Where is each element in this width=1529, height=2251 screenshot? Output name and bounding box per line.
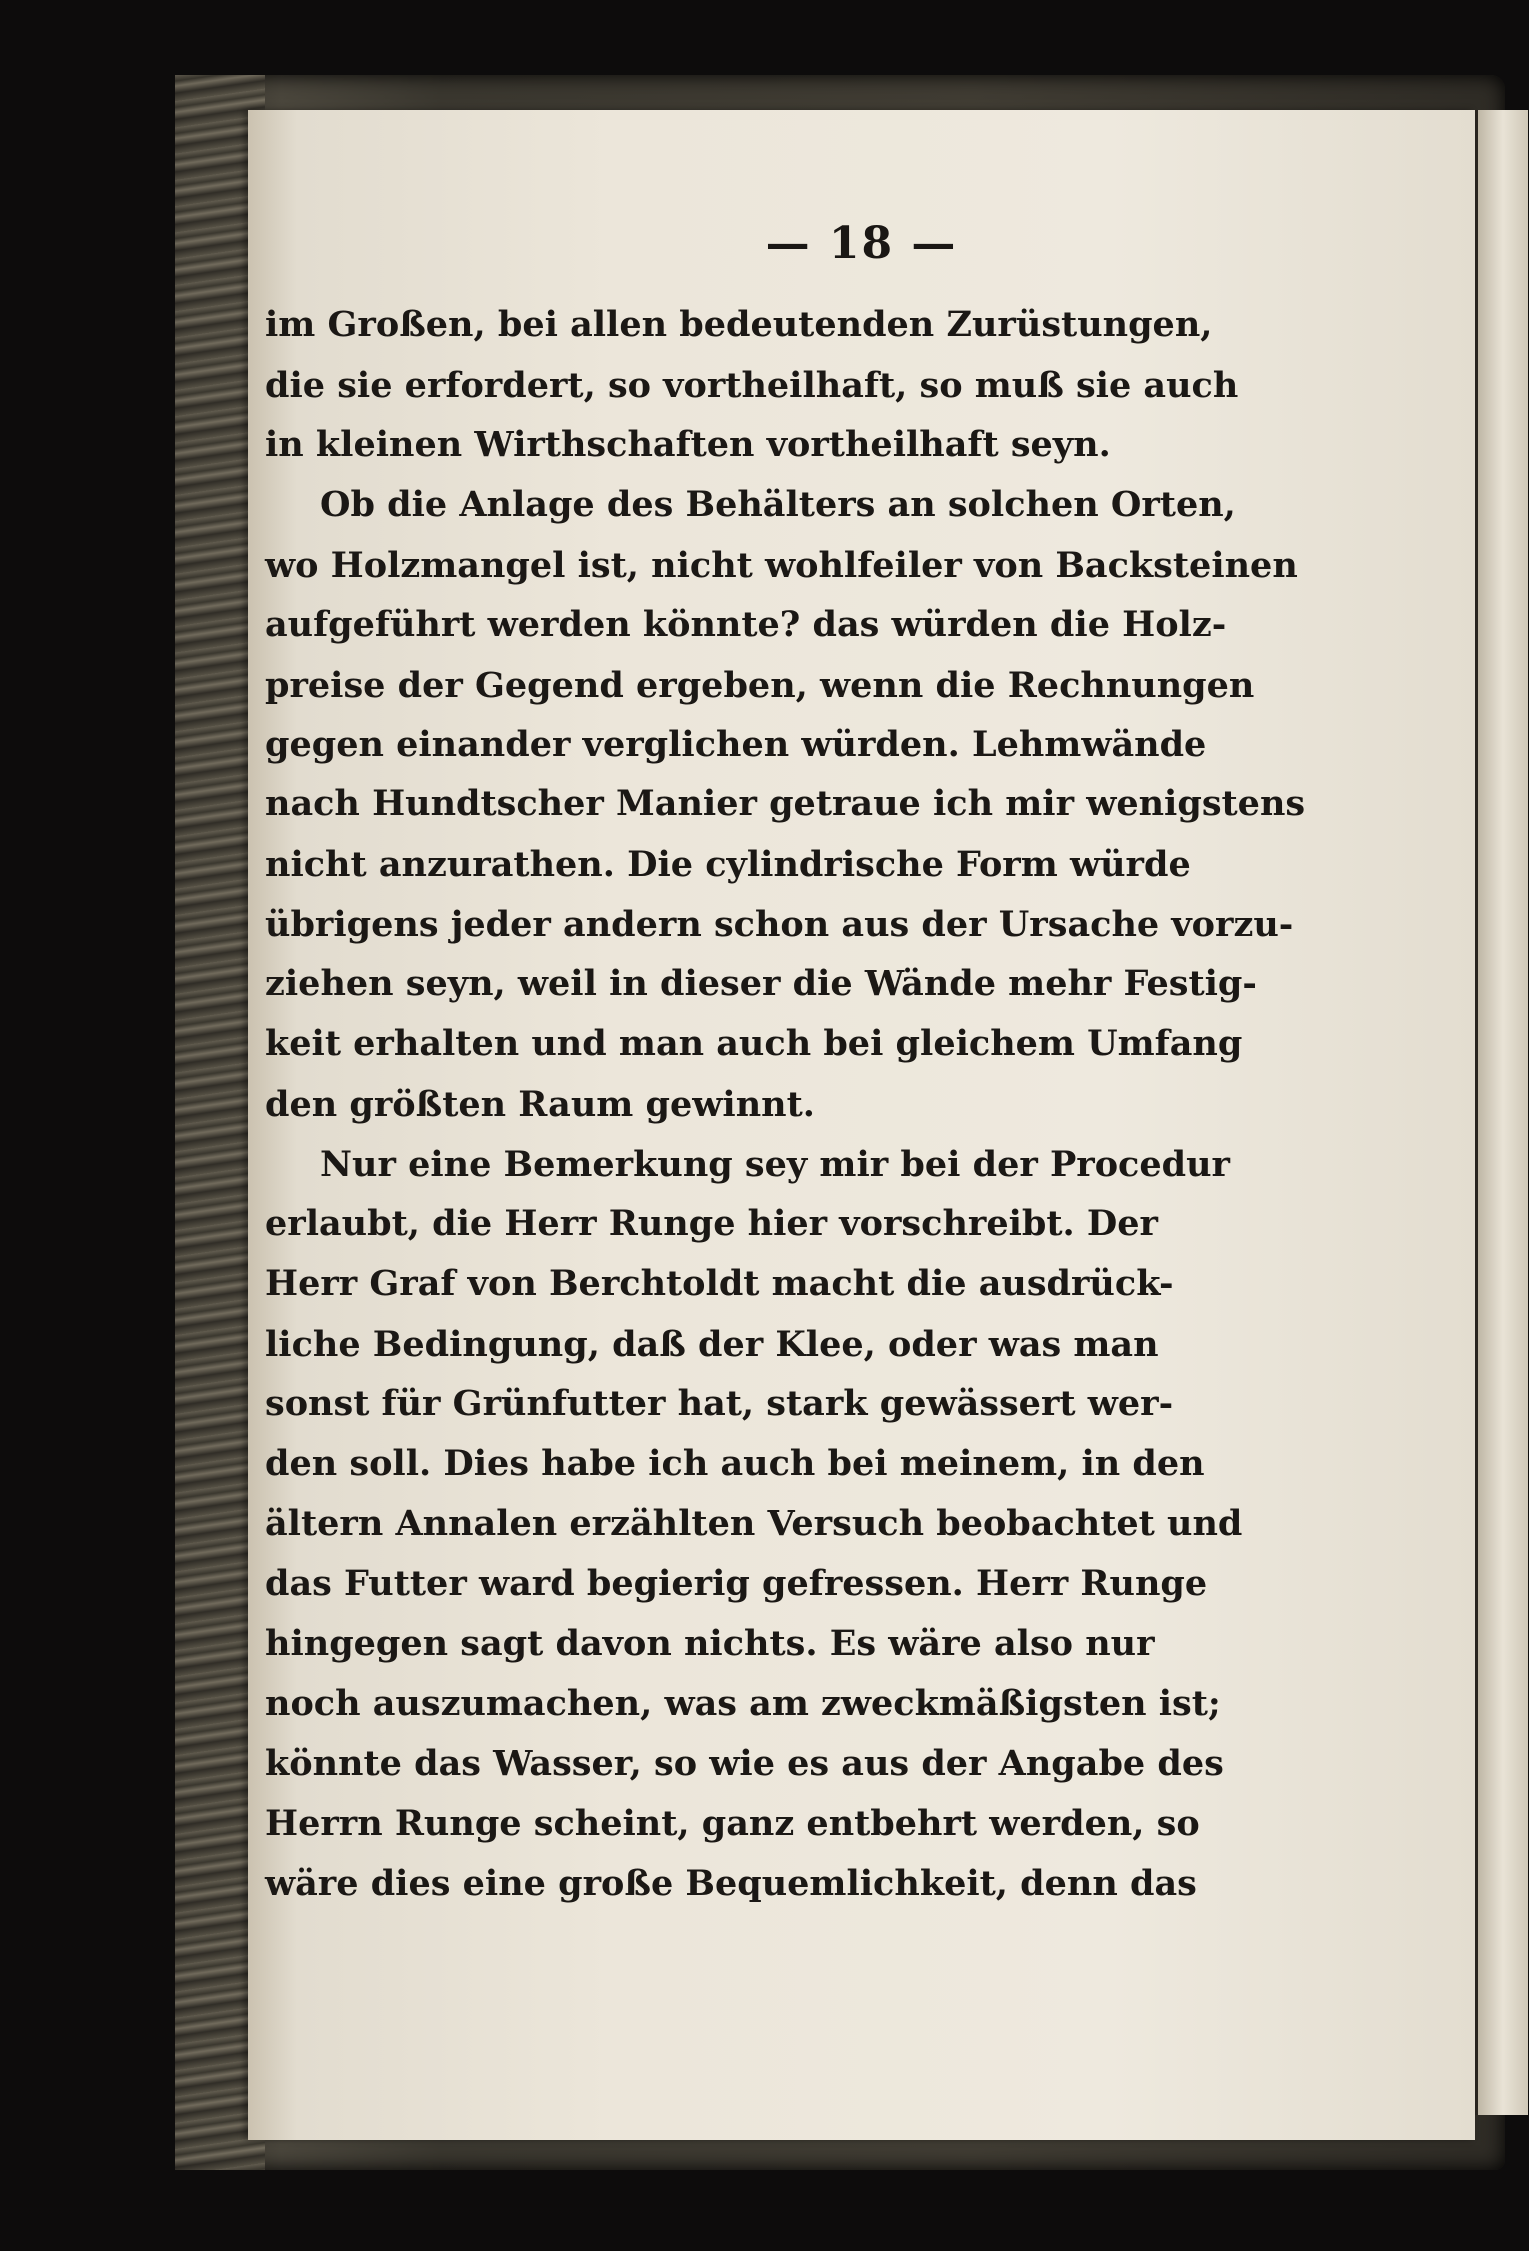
text-line: ältern Annalen erzählten Versuch beobachtet und [265,1503,1243,1544]
text-line: noch auszumachen, was am zweckmäßigsten ist; [265,1683,1221,1724]
text-line: könnte das Wasser, so wie es aus der Angabe des [265,1743,1224,1784]
page-number: — 18 — [765,218,958,269]
text-line: erlaubt, die Herr Runge hier vorschreibt. Der [265,1203,1158,1244]
text-line: Nur eine Bemerkung sey mir bei der Procedur [320,1144,1230,1185]
text-line: den größten Raum gewinnt. [265,1084,815,1125]
text-line: im Großen, bei allen bedeutenden Zurüstungen, [265,304,1213,345]
text-line: liche Bedingung, daß der Klee, oder was man [265,1324,1159,1365]
text-line: keit erhalten und man auch bei gleichem Umfang [265,1023,1243,1064]
text-line: nicht anzurathen. Die cylindrische Form würde [265,844,1191,885]
text-line: preise der Gegend ergeben, wenn die Rechnungen [265,665,1255,706]
text-line: übrigens jeder andern schon aus der Ursache vorzu- [265,904,1294,945]
text-line: in kleinen Wirthschaften vortheilhaft seyn. [265,424,1111,465]
text-line: Herrn Runge scheint, ganz entbehrt werden, so [265,1803,1200,1844]
text-line: das Futter ward begierig gefressen. Herr Runge [265,1563,1208,1604]
text-line: Herr Graf von Berchtoldt macht die ausdrück- [265,1263,1174,1304]
text-line: wäre dies eine große Bequemlichkeit, denn das [265,1863,1197,1904]
text-line: den soll. Dies habe ich auch bei meinem, in den [265,1443,1205,1484]
text-line: gegen einander verglichen würden. Lehmwände [265,724,1207,765]
text-line: wo Holzmangel ist, nicht wohlfeiler von Backsteinen [265,545,1298,586]
facing-page-edge [1475,110,1528,2115]
text-line: sonst für Grünfutter hat, stark gewässert wer- [265,1383,1174,1424]
text-line: nach Hundtscher Manier getraue ich mir wenigstens [265,783,1306,824]
text-line: ziehen seyn, weil in dieser die Wände mehr Festig- [265,963,1257,1004]
text-line: Ob die Anlage des Behälters an solchen Orten, [320,484,1236,525]
text-line: die sie erfordert, so vortheilhaft, so muß sie auch [265,365,1239,406]
text-line: aufgeführt werden könnte? das würden die Holz- [265,604,1227,645]
text-line: hingegen sagt davon nichts. Es wäre also nur [265,1623,1155,1664]
